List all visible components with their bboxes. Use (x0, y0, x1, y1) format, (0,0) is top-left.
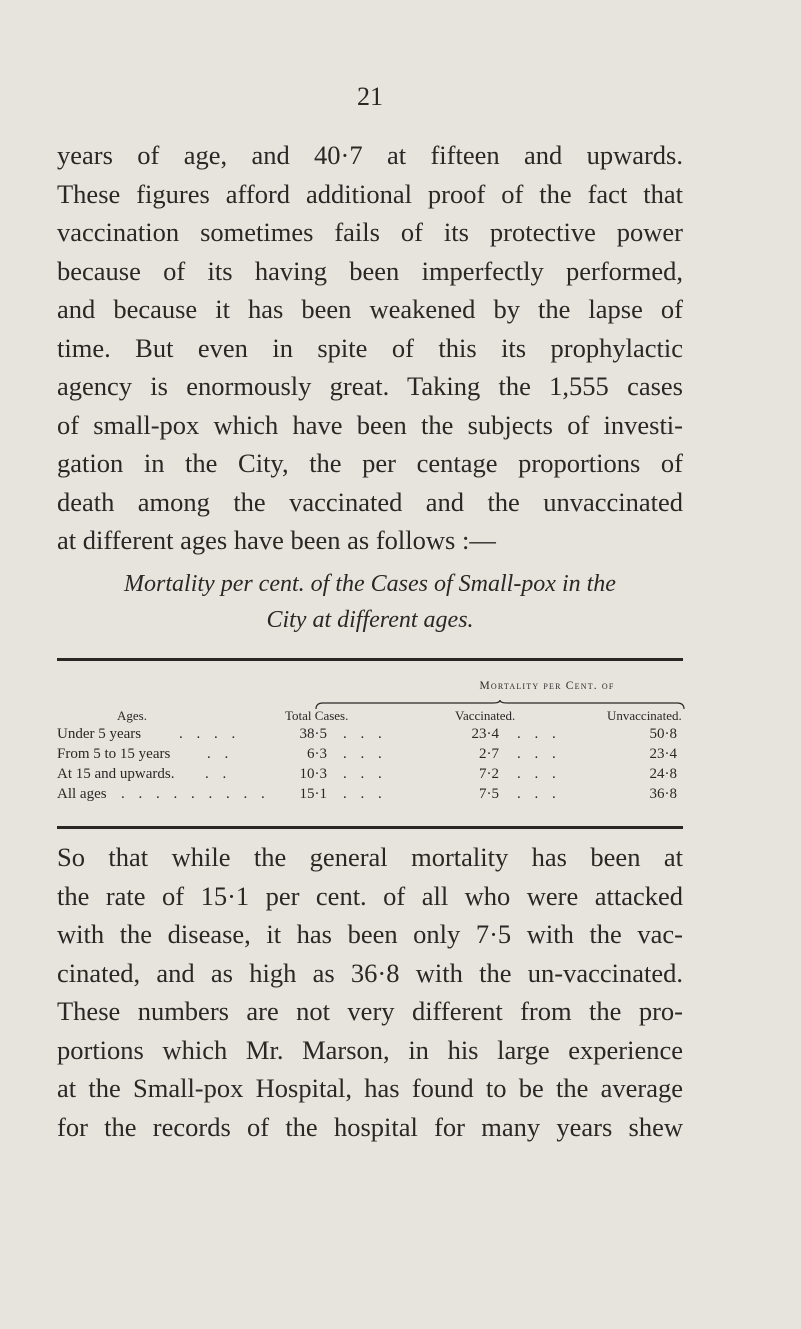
span-header: Mortality per Cent. of (479, 680, 615, 692)
text-line: of small-pox which have been the subjects of investi- (57, 409, 683, 440)
column-header-vaccinated: Vaccinated. (455, 708, 516, 723)
leader-dots: . . . (343, 726, 387, 742)
leader-dots: . . . (343, 746, 387, 762)
cell-unvaccinated: 24·8 (649, 766, 677, 782)
column-header-unvaccinated: Unvaccinated. (607, 708, 682, 723)
leader-dots: . . . (517, 746, 561, 762)
table-row (57, 726, 697, 746)
caption-line: Mortality per cent. of the Cases of Small-pox in the (124, 571, 616, 597)
text-line: gation in the City, the per centage proportions of (57, 448, 683, 478)
text-line: vaccination sometimes fails of its protective power (57, 217, 683, 247)
leader-dots: . . (205, 766, 232, 782)
text-line: cinated, and as high as 36·8 with the un-vaccinated. (57, 957, 683, 988)
leader-dots: . . . (517, 726, 561, 742)
column-header-total: Total Cases. (285, 708, 349, 723)
cell-total: 38·5 (299, 726, 327, 742)
table-row (57, 766, 697, 786)
text-line: the rate of 15·1 per cent. of all who were attacked (57, 880, 683, 911)
text-line: So that while the general mortality has been at (57, 842, 683, 872)
text-line: death among the vaccinated and the unvaccinated (57, 486, 683, 517)
text-line: with the disease, it has been only 7·5 with the vac- (57, 919, 683, 949)
cell-unvaccinated: 50·8 (649, 726, 677, 742)
cell-vaccinated: 23·4 (471, 726, 499, 742)
table-top-rule (57, 658, 683, 661)
cell-total: 15·1 (299, 786, 327, 802)
table-bottom-rule (57, 826, 683, 829)
text-line: These figures afford additional proof of the fact that (57, 178, 683, 209)
table-caption (50, 566, 690, 638)
leader-dots: . . (207, 746, 234, 762)
cell-unvaccinated: 23·4 (649, 746, 677, 762)
text-line: for the records of the hospital for many years shew (57, 1111, 683, 1142)
row-label: All ages (57, 786, 107, 802)
text-line: portions which Mr. Marson, in his large experience (57, 1034, 683, 1065)
leader-dots: . . . (343, 766, 387, 782)
leader-dots: . . . . . . . . . (121, 786, 270, 802)
cell-vaccinated: 2·7 (479, 746, 499, 762)
text-line: years of age, and 40·7 at fifteen and upwards. (57, 140, 683, 170)
text-line: agency is enormously great. Taking the 1,555 cases (57, 371, 683, 401)
leader-dots: . . . (517, 786, 561, 802)
text-line: at different ages have been as follows :— (57, 525, 496, 555)
paragraph-intro (57, 136, 683, 560)
row-label: Under 5 years (57, 726, 142, 742)
cell-vaccinated: 7·5 (479, 786, 499, 802)
column-header-ages: Ages. (117, 708, 147, 723)
cell-vaccinated: 7·2 (479, 766, 499, 782)
text-line: These numbers are not very different from the pro- (57, 996, 683, 1026)
caption-line: City at different ages. (266, 607, 474, 633)
text-line: because of its having been imperfectly performed, (57, 255, 683, 286)
text-line: and because it has been weakened by the lapse of (57, 294, 683, 324)
leader-dots: . . . (517, 766, 561, 782)
leader-dots: . . . (343, 786, 387, 802)
paragraph-conclusion (57, 838, 683, 1146)
row-label: From 5 to 15 years (57, 746, 171, 762)
text-line: at the Small-pox Hospital, has found to be the average (57, 1073, 683, 1103)
cell-unvaccinated: 36·8 (649, 786, 677, 802)
cell-total: 10·3 (299, 766, 327, 782)
cell-total: 6·3 (307, 746, 327, 762)
row-label: At 15 and upwards. (57, 766, 175, 782)
text-line: time. But even in spite of this its prophylactic (57, 332, 683, 363)
leader-dots: . . . . (179, 726, 241, 742)
table-row (57, 786, 697, 806)
page-number: 21 (357, 82, 383, 111)
mortality-table (57, 670, 697, 820)
table-row (57, 746, 697, 766)
